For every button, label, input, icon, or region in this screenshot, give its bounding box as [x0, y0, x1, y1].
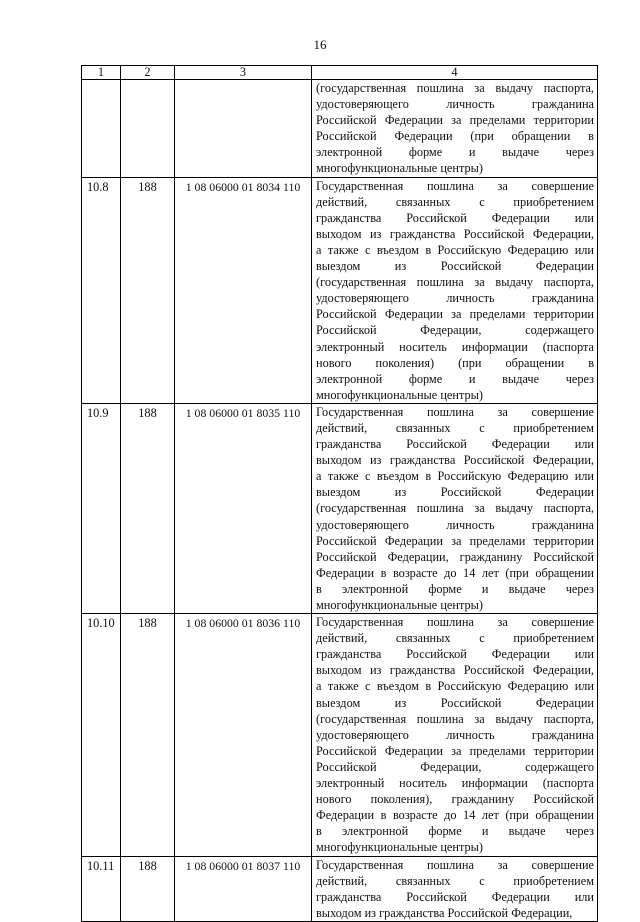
admin-code: 188 [121, 614, 175, 856]
row-number: 10.8 [82, 177, 121, 403]
description-line: многофункциональные центры) [316, 840, 483, 855]
admin-code: 188 [121, 403, 175, 613]
description-line: гражданства Российской Федерации или [316, 437, 594, 452]
fee-table [81, 65, 598, 922]
description-line: Российской Федерации за пределами территории [316, 533, 594, 548]
description-line: выходом из гражданства Российской Федерации, [316, 905, 573, 920]
fee-description [312, 614, 598, 856]
description-line: удостоверяющего личность гражданина [316, 517, 594, 532]
description-line: действий, связанных с приобретением [316, 873, 594, 888]
description-line: Государственная пошлина за совершение [316, 178, 594, 193]
description-line: Государственная пошлина за совершение [316, 615, 594, 630]
header-col-2: 2 [121, 66, 175, 80]
header-col-1: 1 [82, 66, 121, 80]
admin-code: 188 [121, 856, 175, 921]
description-line: выездом из Российской Федерации [316, 695, 594, 710]
description-line: гражданства Российской Федерации или [316, 210, 594, 225]
description-line: (государственная пошлина за выдачу паспорта, [316, 501, 594, 516]
row-number: 10.11 [82, 856, 121, 921]
table-header-row [82, 66, 598, 80]
description-line: удостоверяющего личность гражданина [316, 97, 594, 112]
budget-classification-code: 1 08 06000 01 8037 110 [175, 856, 312, 921]
description-line: (государственная пошлина за выдачу паспорта, [316, 711, 594, 726]
header-col-3: 3 [175, 66, 312, 80]
description-line: Федерации в возрасте до 14 лет (при обращении [316, 565, 594, 580]
description-line: гражданства Российской Федерации или [316, 889, 594, 904]
description-line: действий, связанных с приобретением [316, 420, 594, 435]
fee-description [312, 403, 598, 613]
description-line: электронный носитель информации (паспорта [316, 339, 594, 354]
admin-code: 188 [121, 177, 175, 403]
description-line: Российской Федерации (при обращении в [316, 129, 594, 144]
table-row [82, 403, 598, 613]
budget-classification-code: 1 08 06000 01 8034 110 [175, 177, 312, 403]
description-line: гражданства Российской Федерации или [316, 647, 594, 662]
table-row [82, 856, 598, 921]
row-number: 10.9 [82, 403, 121, 613]
fee-description [312, 856, 598, 921]
admin-code [121, 80, 175, 178]
description-line: (государственная пошлина за выдачу паспорта, [316, 275, 594, 290]
description-line: многофункциональные центры) [316, 161, 483, 176]
description-line: Федерации в возрасте до 14 лет (при обращении [316, 808, 594, 823]
description-line: а также с въездом в Российскую Федерацию или [316, 469, 594, 484]
row-number [82, 80, 121, 178]
description-line: нового поколения), гражданину Российской [316, 792, 594, 807]
description-line: Государственная пошлина за совершение [316, 404, 594, 419]
description-line: выездом из Российской Федерации [316, 259, 594, 274]
description-line: электронной форме и выдаче через [316, 145, 594, 160]
description-line: электронный носитель информации (паспорта [316, 776, 594, 791]
description-line: Российской Федерации за пределами территории [316, 307, 594, 322]
description-line: а также с въездом в Российскую Федерацию или [316, 679, 594, 694]
description-line: выездом из Российской Федерации [316, 485, 594, 500]
description-line: Российской Федерации за пределами территории [316, 113, 594, 128]
description-line: Российской Федерации, гражданину Российской [316, 549, 594, 564]
description-line: многофункциональные центры) [316, 387, 483, 402]
description-line: а также с въездом в Российскую Федерацию или [316, 242, 594, 257]
description-line: в электронной форме и выдаче через [316, 824, 594, 839]
description-line: выходом из гражданства Российской Федерации, [316, 663, 594, 678]
fee-description [312, 80, 598, 178]
description-line: электронной форме и выдаче через [316, 371, 594, 386]
fee-table-body [82, 66, 598, 922]
row-number: 10.10 [82, 614, 121, 856]
description-line: нового поколения) (при обращении в [316, 355, 594, 370]
description-line: многофункциональные центры) [316, 598, 483, 612]
description-line: выходом из гражданства Российской Федерации, [316, 226, 594, 241]
description-line: удостоверяющего личность гражданина [316, 291, 594, 306]
budget-classification-code: 1 08 06000 01 8035 110 [175, 403, 312, 613]
budget-classification-code: 1 08 06000 01 8036 110 [175, 614, 312, 856]
header-col-4: 4 [312, 66, 598, 80]
description-line: выходом из гражданства Российской Федерации, [316, 453, 594, 468]
description-line: Российской Федерации, содержащего [316, 323, 594, 338]
table-row [82, 614, 598, 856]
description-line: Российской Федерации, содержащего [316, 759, 594, 774]
page-number: 16 [313, 37, 327, 52]
budget-classification-code [175, 80, 312, 178]
description-line: (государственная пошлина за выдачу паспорта, [316, 81, 594, 95]
description-line: в электронной форме и выдаче через [316, 581, 594, 596]
description-line: Государственная пошлина за совершение [316, 857, 594, 872]
table-row [82, 177, 598, 403]
description-line: Российской Федерации за пределами территории [316, 743, 594, 758]
description-line: действий, связанных с приобретением [316, 194, 594, 209]
fee-description [312, 177, 598, 403]
table-row [82, 80, 598, 178]
description-line: действий, связанных с приобретением [316, 631, 594, 646]
description-line: удостоверяющего личность гражданина [316, 727, 594, 742]
